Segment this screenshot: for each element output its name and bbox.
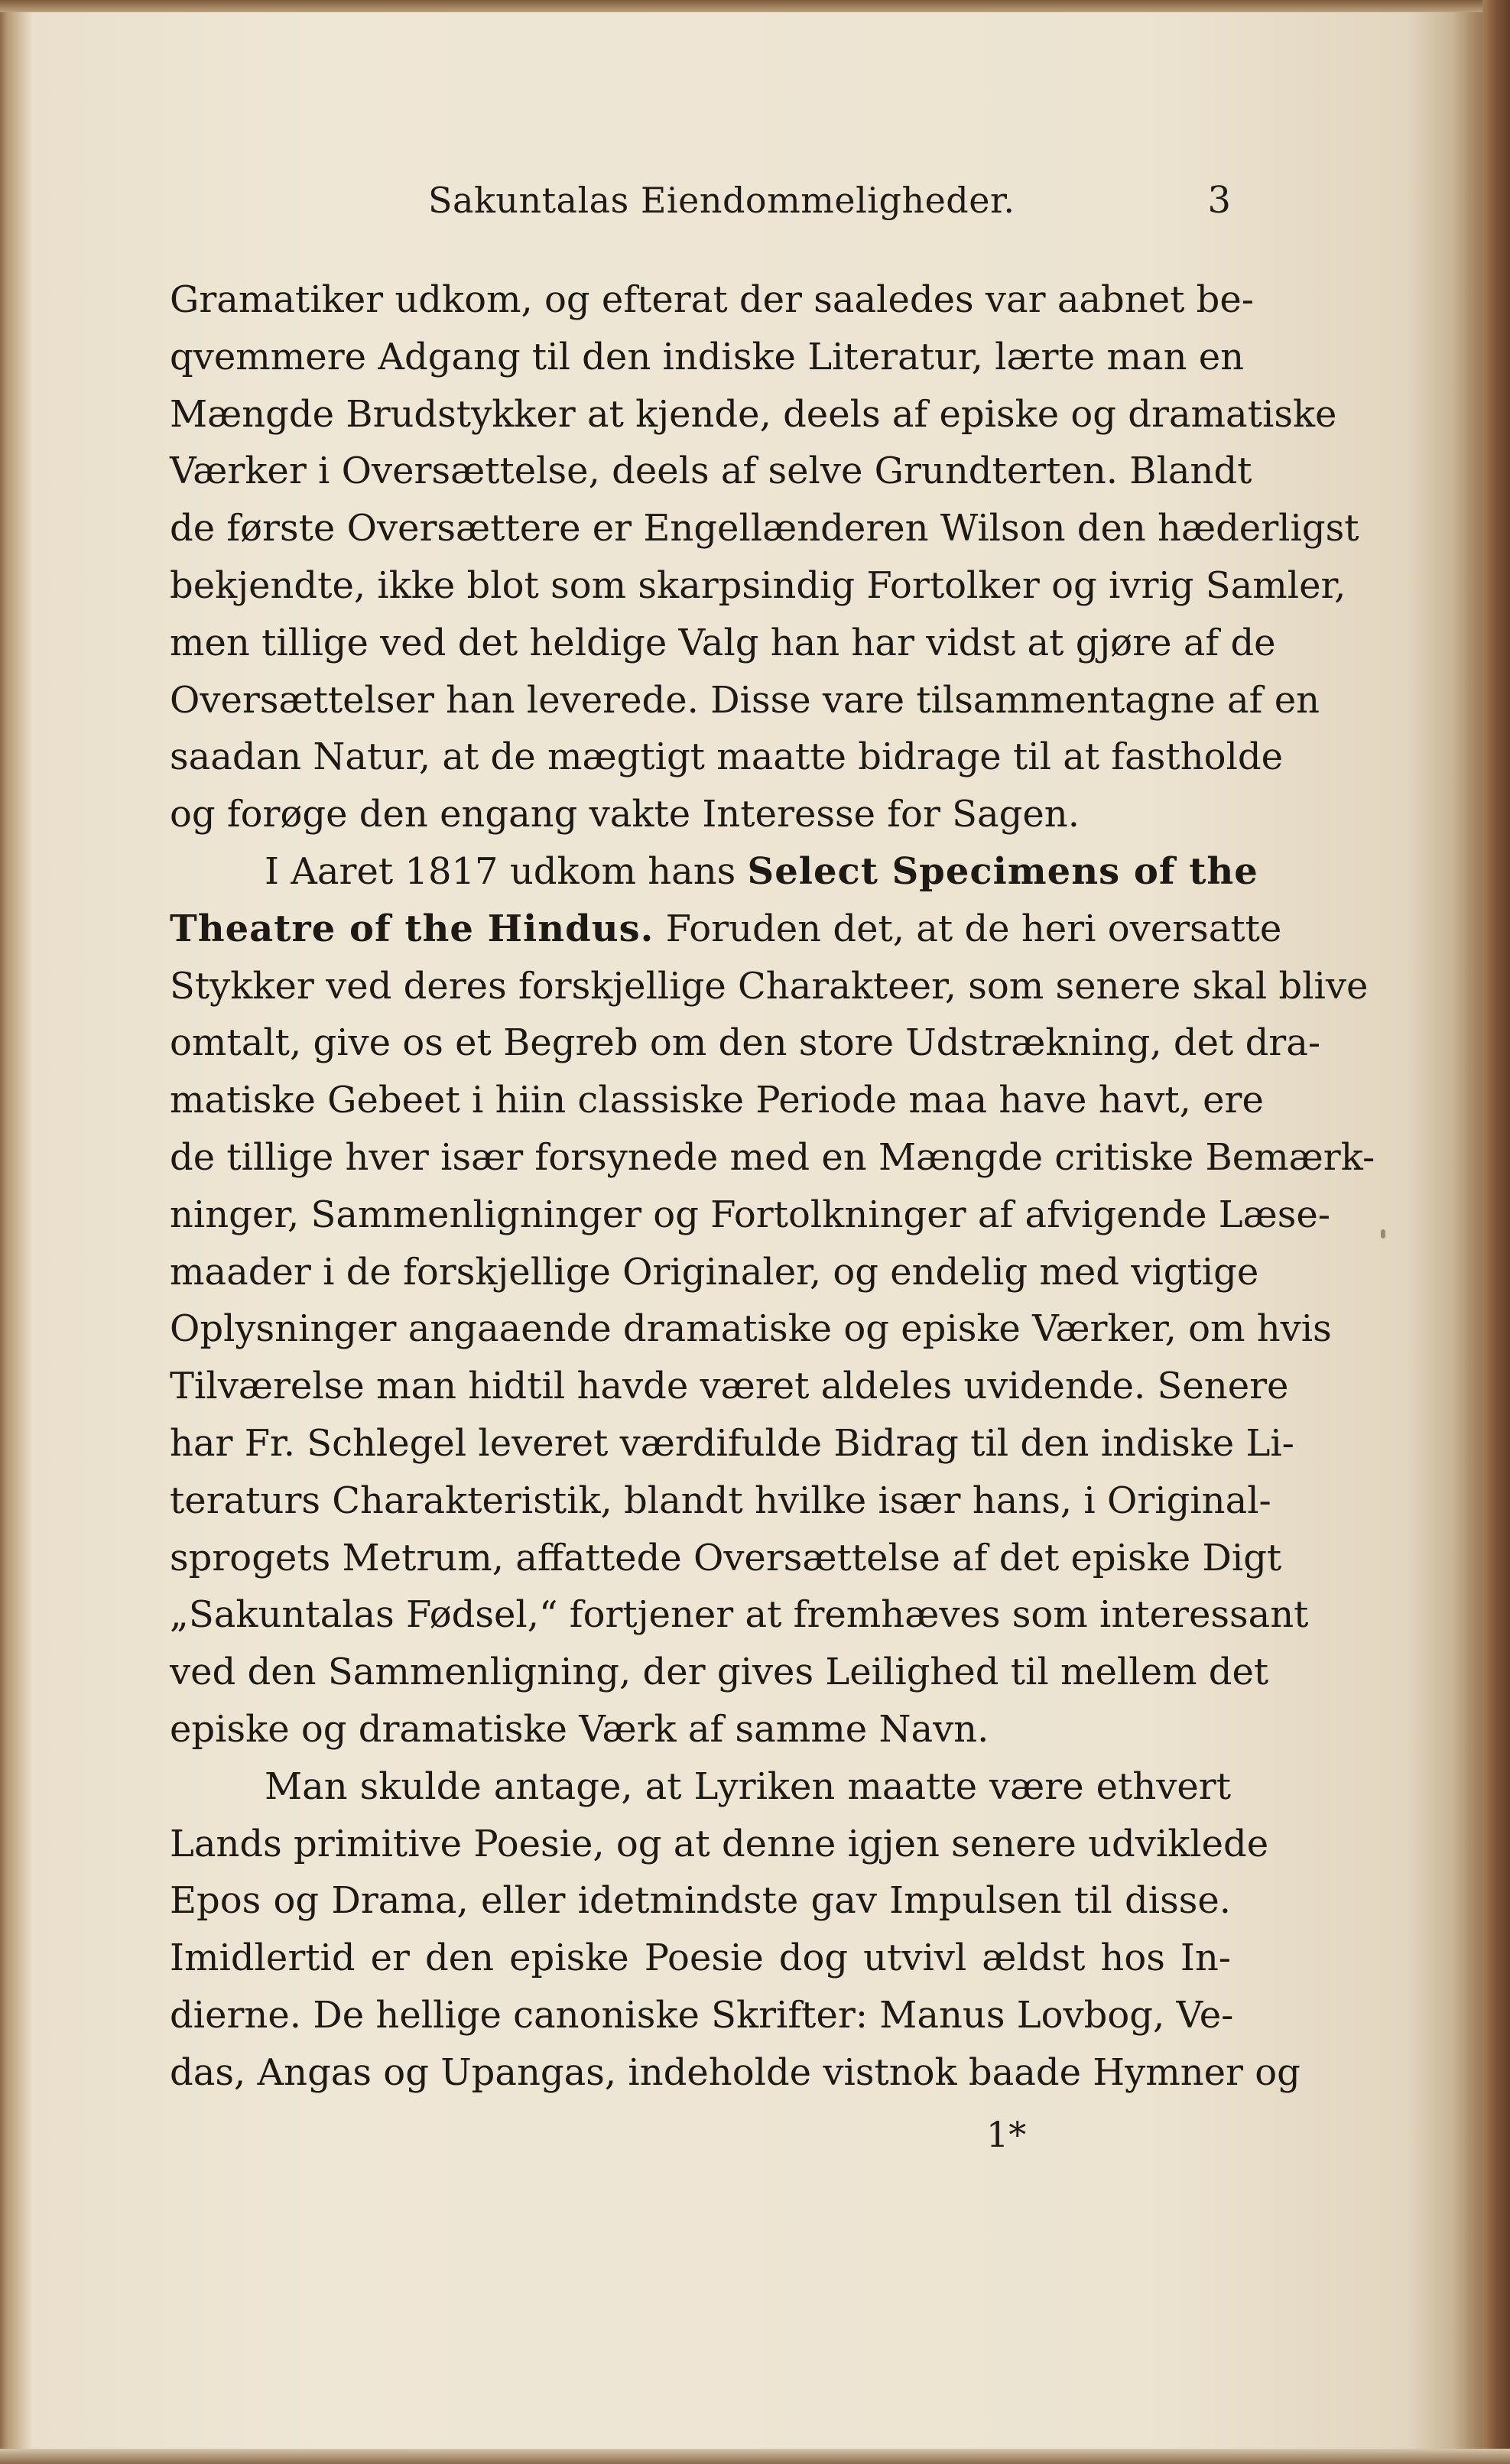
paragraph-1 — [170, 271, 1359, 843]
text-line: bekjendte, ikke blot som skarpsindig Fortolker og ivrig Samler, — [170, 563, 1346, 607]
page-number: 3 — [1207, 179, 1231, 222]
text-line: dierne. De hellige canoniske Skrifter: Manus Lovbog, Ve- — [170, 1993, 1234, 2037]
signature-mark: 1* — [986, 2114, 1027, 2155]
text-line: Stykker ved deres forskjellige Charakteer, som senere skal blive — [170, 964, 1369, 1008]
text-line: Mængde Brudstykker at kjende, deels af episke og dramatiske — [170, 392, 1337, 436]
text-line: Oplysninger angaaende dramatiske og episke Værker, om hvis — [170, 1307, 1332, 1351]
text-line: Værker i Oversættelse, deels af selve Grundterten. Blandt — [170, 450, 1252, 493]
text-line: ninger, Sammenligninger og Fortolkninger af afvigende Læse- — [170, 1193, 1331, 1236]
text-line: sprogets Metrum, affattede Oversættelse af det episke Digt — [170, 1536, 1282, 1579]
text-line: teraturs Charakteristik, blandt hvilke især hans, i Original- — [170, 1479, 1271, 1522]
text-line — [170, 901, 1282, 958]
text-line: saadan Natur, at de mægtigt maatte bidrage til at fastholde — [170, 735, 1283, 779]
text-line: ved den Sammenligning, der gives Leilighed til mellem det — [170, 1651, 1269, 1694]
text-line — [170, 843, 1258, 901]
line-text: I Aaret 1817 udkom hans — [265, 849, 748, 893]
page-header — [428, 173, 1231, 228]
text-line: maader i de forskjellige Originaler, og endelig med vigtige — [170, 1250, 1259, 1294]
text-line: das, Angas og Upangas, indeholde vistnok baade Hymner og — [170, 2050, 1301, 2094]
text-line: har Fr. Schlegel leveret værdifulde Bidrag til den indiske Li- — [170, 1421, 1294, 1465]
text-line: Gramatiker udkom, og efterat der saaledes var aabnet be- — [170, 278, 1254, 321]
text-line: Man skulde antage, at Lyriken maatte være ethvert — [265, 1764, 1231, 1808]
running-head: Sakuntalas Eiendommeligheder. — [428, 180, 1015, 221]
line-text: Foruden det, at de heri oversatte — [654, 907, 1282, 950]
text-line: omtalt, give os et Begreb om den store Udstrækning, det dra- — [170, 1021, 1321, 1065]
text-line: Epos og Drama, eller idetmindste gav Impulsen til disse. — [170, 1879, 1231, 1923]
text-line: og forøge den engang vakte Interesse for Sagen. — [170, 793, 1080, 836]
text-line: Oversættelser han leverede. Disse vare tilsammentagne af en — [170, 678, 1320, 722]
page-bottom-edge — [0, 2449, 1510, 2464]
text-line: de første Oversættere er Engellænderen Wilson den hæderligst — [170, 507, 1359, 550]
paper-speck — [1381, 1229, 1385, 1238]
paragraph-3 — [170, 1758, 1301, 2102]
text-line: qvemmere Adgang til den indiske Literatur, lærte man en — [170, 335, 1245, 378]
text-line: men tillige ved det heldige Valg han har vidst at gjøre af de — [170, 621, 1276, 664]
body-text — [170, 271, 1375, 2102]
text-line: de tillige hver især forsynede med en Mængde critiske Bemærk- — [170, 1135, 1375, 1179]
text-line: Lands primitive Poesie, og at denne igjen senere udviklede — [170, 1822, 1269, 1865]
paragraph-2 — [170, 843, 1375, 1758]
book-title: Theatre of the Hindus. — [170, 907, 654, 950]
text-line: Imidlertid er den episke Poesie dog utvivl ældst hos In- — [170, 1936, 1231, 1980]
book-cover-edge — [1482, 0, 1510, 2464]
text-line: Tilværelse man hidtil havde været aldeles uvidende. Senere — [170, 1365, 1289, 1408]
book-title: Select Specimens of the — [747, 849, 1258, 893]
text-line: episke og dramatiske Værk af samme Navn. — [170, 1707, 989, 1751]
text-line: „Sakuntalas Fødsel,“ fortjener at fremhæves som interessant — [170, 1593, 1309, 1637]
text-line: matiske Gebeet i hiin classiske Periode maa have havt, ere — [170, 1079, 1264, 1122]
page-top-edge — [0, 0, 1510, 12]
